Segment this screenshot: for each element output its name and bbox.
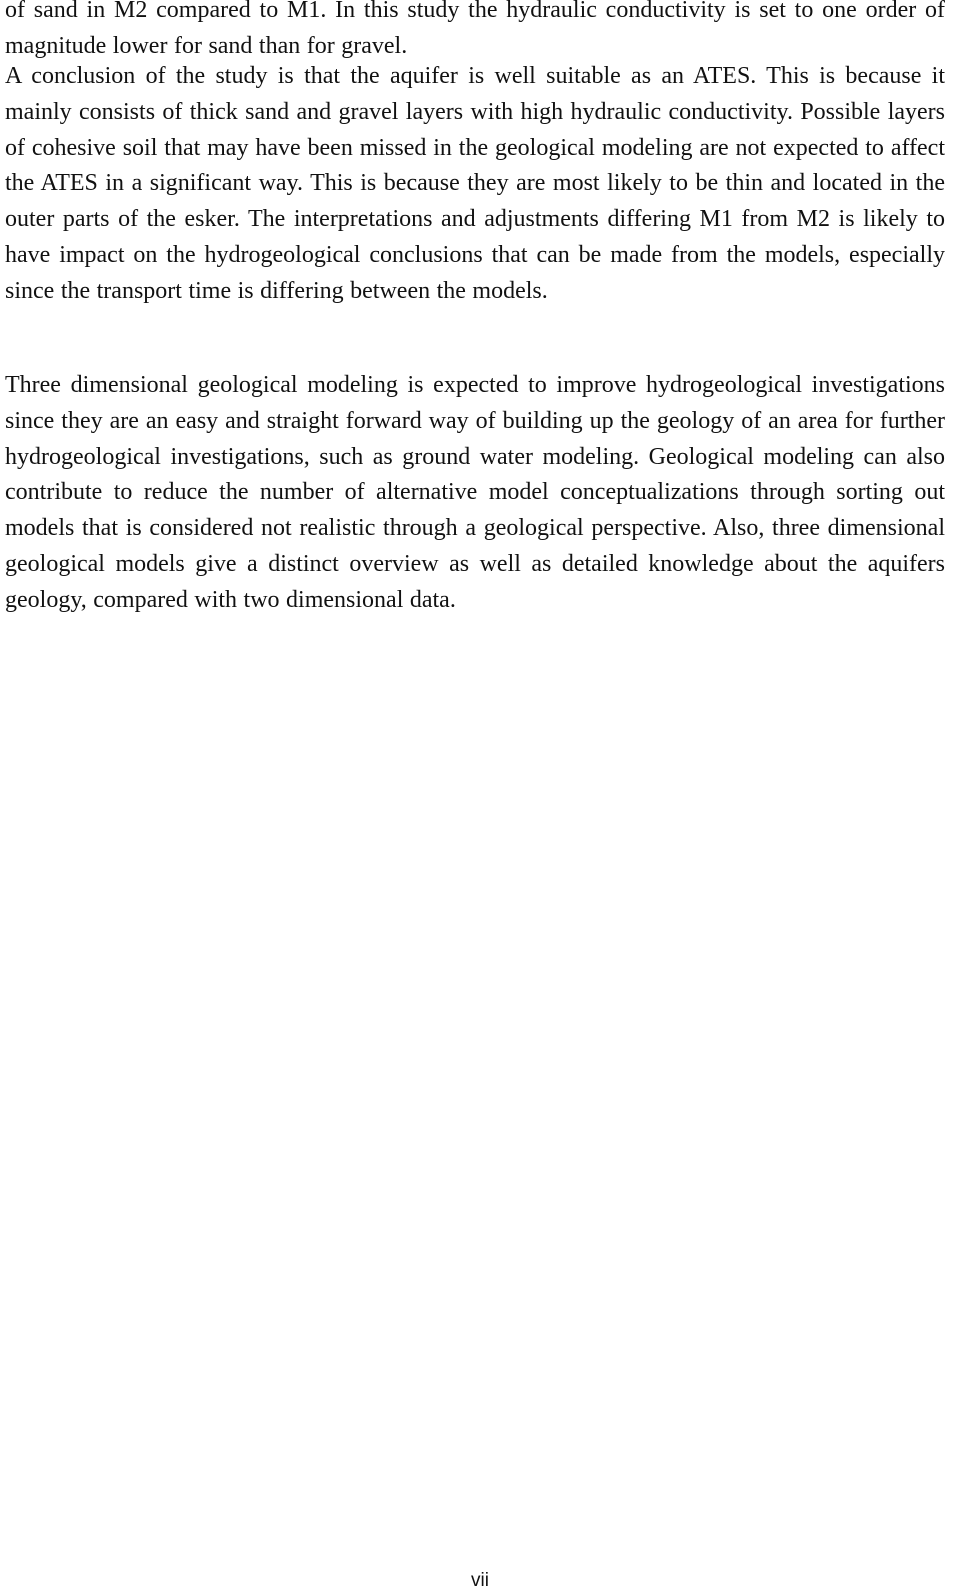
page-number: vii <box>471 1570 489 1591</box>
paragraph-continuation: of sand in M2 compared to M1. In this study the hydraulic conductivity is set to one order of magnitude lower for sand than for gravel. <box>5 0 945 59</box>
paragraph-3d-modeling: Three dimensional geological modeling is expected to improve hydrogeological investigations since they are an easy and straight forward way of building up the geology of an area for further hydrogeological investigations, such as ground water modeling. Geological modeling can also contribute to reduce the number of alternative model conceptualizations through sorting out models that is considered not realistic through a geological perspective. Also, three dimensional geological models give a distinct overview as well as detailed knowledge about the aquifers geology, compared with two dimensional data. <box>5 372 945 613</box>
paragraph-conclusion: A conclusion of the study is that the aquifer is well suitable as an ATES. This is because it mainly consists of thick sand and gravel layers with high hydraulic conductivity. Possible layers of cohesive soil that may have been missed in the geological modeling are not expected to affect the ATES in a significant way. This is because they are most likely to be thin and located in the outer parts of the esker. The interpretations and adjustments differing M1 from M2 is likely to have impact on the hydrogeological conclusions that can be made from the models, especially since the transport time is differing between the models. <box>5 63 945 304</box>
